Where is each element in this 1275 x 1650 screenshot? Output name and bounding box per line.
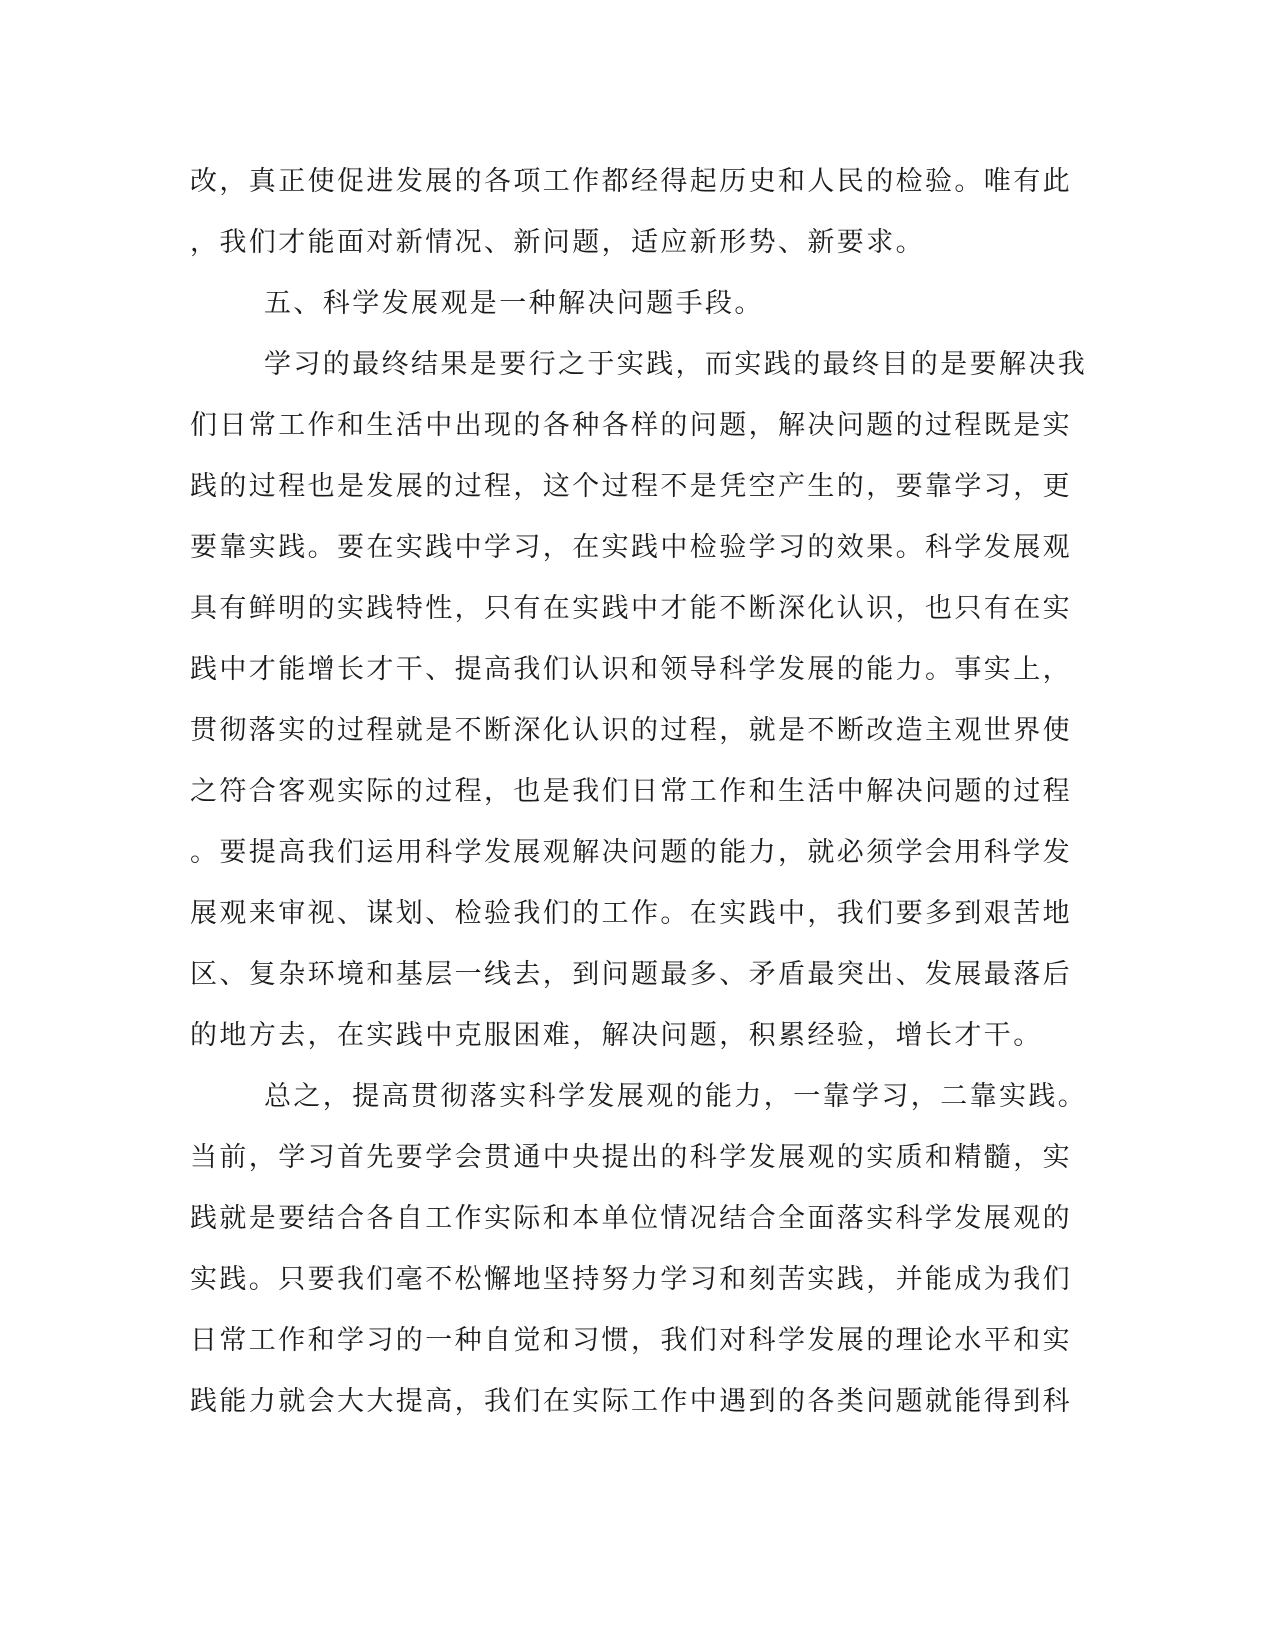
text-line: 。要提高我们运用科学发展观解决问题的能力，就必须学会用科学发 [190,837,1072,868]
text-line: 要靠实践。要在实践中学习，在实践中检验学习的效果。科学发展观 [190,532,1072,563]
text-line: 改，真正使促进发展的各项工作都经得起历史和人民的检验。唯有此 [190,166,1072,197]
text-line: 当前，学习首先要学会贯通中央提出的科学发展观的实质和精髓，实 [190,1142,1072,1173]
text-line: 日常工作和学习的一种自觉和习惯，我们对科学发展的理论水平和实 [190,1325,1072,1356]
text-line: 践能力就会大大提高，我们在实际工作中遇到的各类问题就能得到科 [190,1386,1072,1417]
text-line: 展观来审视、谋划、检验我们的工作。在实践中，我们要多到艰苦地 [190,898,1072,929]
text-line: 践就是要结合各自工作实际和本单位情况结合全面落实科学发展观的 [190,1203,1072,1234]
body-text [190,162,1088,1443]
text-line: 总之，提高贯彻落实科学发展观的能力，一靠学习，二靠实践。 [264,1081,1088,1112]
text-line: ，我们才能面对新情况、新问题，适应新形势、新要求。 [190,227,925,258]
text-line: 践中才能增长才干、提高我们认识和领导科学发展的能力。事实上， [190,654,1072,685]
text-line: 的地方去，在实践中克服困难，解决问题，积累经验，增长才干。 [190,1020,1043,1051]
text-line: 践的过程也是发展的过程，这个过程不是凭空产生的，要靠学习，更 [190,471,1072,502]
text-line: 们日常工作和生活中出现的各种各样的问题，解决问题的过程既是实 [190,410,1072,441]
text-line: 具有鲜明的实践特性，只有在实践中才能不断深化认识，也只有在实 [190,593,1072,624]
text-line: 学习的最终结果是要行之于实践，而实践的最终目的是要解决我 [264,349,1088,380]
text-line: 实践。只要我们毫不松懈地坚持努力学习和刻苦实践，并能成为我们 [190,1264,1072,1295]
text-line: 区、复杂环境和基层一线去，到问题最多、矛盾最突出、发展最落后 [190,959,1072,990]
text-line: 贯彻落实的过程就是不断深化认识的过程，就是不断改造主观世界使 [190,715,1072,746]
text-line: 之符合客观实际的过程，也是我们日常工作和生活中解决问题的过程 [190,776,1072,807]
section-heading: 五、科学发展观是一种解决问题手段。 [264,288,764,319]
